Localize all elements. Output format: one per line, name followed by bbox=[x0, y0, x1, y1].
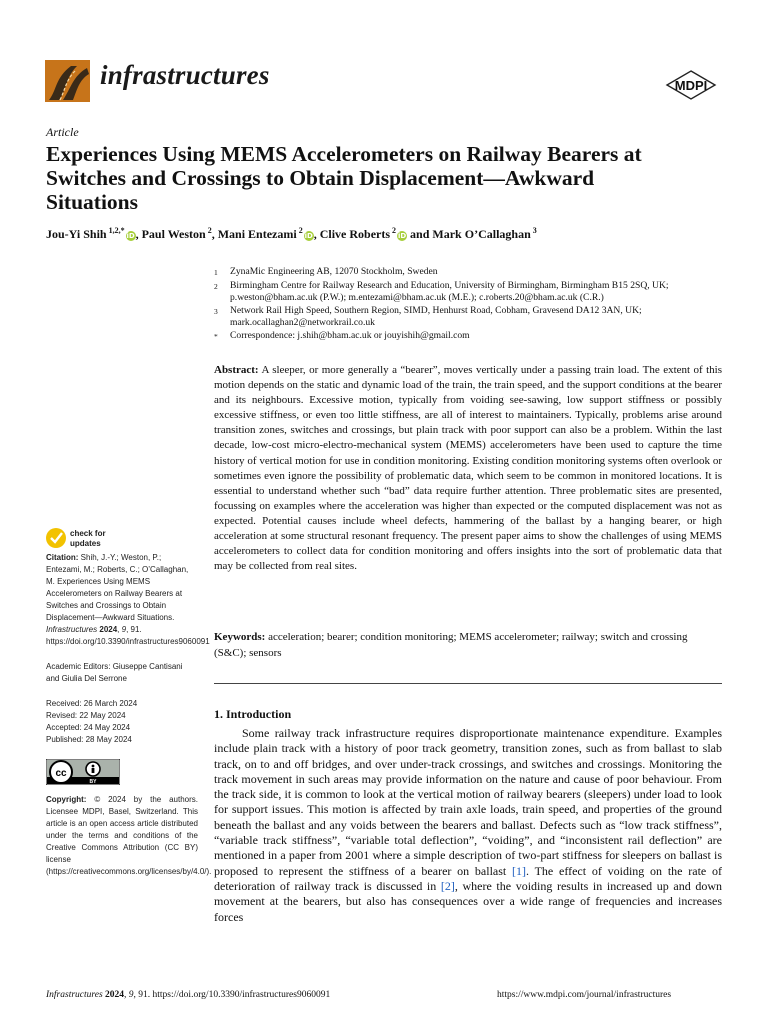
svg-text:cc: cc bbox=[55, 768, 67, 779]
affiliation-item bbox=[214, 266, 724, 280]
article-title: Experiences Using MEMS Accelerometers on Railway Bearers at Switches and Crossings to Obtain Displacement—Awkward Situations bbox=[46, 142, 642, 214]
section-heading: 1. Introduction bbox=[214, 707, 292, 721]
svg-text:check for: check for bbox=[70, 529, 106, 538]
affiliation-marker: * bbox=[214, 331, 218, 341]
keywords bbox=[214, 630, 722, 661]
publication-dates: Received: 26 March 2024 Revised: 22 May 2024 Accepted: 24 May 2024 Published: 28 May 2024 bbox=[46, 699, 138, 744]
svg-text:BY: BY bbox=[89, 779, 97, 785]
affiliation-item bbox=[214, 305, 724, 330]
author-affiliation-marker: 3 bbox=[530, 226, 537, 235]
author-affiliation-marker: 2 bbox=[205, 226, 212, 235]
svg-text:updates: updates bbox=[70, 539, 101, 548]
abstract bbox=[214, 363, 722, 574]
affiliation-item bbox=[214, 280, 724, 305]
affiliation-marker: 1 bbox=[214, 268, 218, 277]
sidebar bbox=[46, 552, 212, 891]
abstract-text: A sleeper, or more generally a “bearer”, moves vertically under a passing train load. The extent of this motion depends on the static and dynamic load of the train, the train speed, and the support conditions at the bearer and its neighbours. Excessive motion, typically from voiding see-sawing, low support stiffness or possibly excessive stiffness, or even too little stiffness, are all of interest to maintainers. Typically, problems arise around transition zones, switches and crossings, but plain track with poor support can also be a problem. Within the last decade, low-cost micro-electro-mechanical system (MEMS) accelerometers have been used to capture the time history of vertical motion for use in condition monitoring. Existing condition monitoring systems often overlook or sometimes even ignore the possibility of problematic data, which seem to be common in monitored locations. It is essential to understand whether such “bad” data require further attention. Three problematic sites are presented, focussing on examples where the acceleration was higher than expected or the computed displacement was not as expected. Potential causes include wheel defects, hammering of the ballast by a hanging bearer, or high acceleration at some structural resonant frequency. The present paper aims to show the challenges of using MEMS accelerometers to collect data for condition monitoring and offers insights into the sort of problematic data that may be collected from real sites. bbox=[214, 364, 722, 573]
introduction-paragraph: Some railway track infrastructure requires disproportionate maintenance expenditure. Examples include plain track with a history of poor track geometry, transition zones, such as from ballast to slab track, on to and off bridges, and over under-track crossings, and switches and crossings. Monitoring the track movement in such areas may provide information on the nature and cause of poor behaviour. From the track side, it is common to look at the vertical motion of railway bearers (sleepers) under load to look for support issues. This motion is affected by train axle loads, train speed, and properties of the ground beneath the ballast and any voids between the bearers and ballast. Defects such as “low track stiffness”, “variable track stiffness”, “variable total deflection”, “voiding”, and “inconsistent rail deflection” are mentioned in a paper from 2001 where a simple description of two-part stiffness for sleepers on ballast is proposed to represent the stiffness of a bearer on ballast [1]. The effect of voiding on the rate of deterioration of railway track is discussed in [2], where the voiding results in increased up and down movement at the bearers, but also has consequences over a wide range of frequencies and increases forces bbox=[214, 726, 722, 924]
academic-editors: Academic Editors: Giuseppe Cantisani and Giulia Del Serrone bbox=[46, 662, 183, 683]
journal-name: infrastructures bbox=[100, 60, 270, 90]
affiliation-text: Network Rail High Speed, Southern Region, SIMD, Henhurst Road, Cobham, Gravesend DA12 3AN, UK; mark.ocallaghan2@networkrail.co.uk bbox=[230, 304, 642, 328]
introduction-body bbox=[214, 726, 722, 925]
affiliation-text: ZynaMic Engineering AB, 12070 Stockholm, Sweden bbox=[230, 266, 438, 277]
cc-by-license-icon[interactable] bbox=[46, 759, 120, 785]
abstract-label: Abstract: bbox=[214, 364, 259, 376]
article-type: Article bbox=[46, 125, 79, 139]
author-name: Clive Roberts bbox=[319, 227, 391, 241]
orcid-icon[interactable]: iD bbox=[397, 232, 407, 240]
author-list: Jou-Yi Shih $^{1,2,*}$iD, Paul Weston $^2$, Mani Entezami $^2$iD, Clive Roberts $^2$iD and Mark O’Callaghan $^3$ bbox=[46, 226, 537, 241]
check-for-updates-icon[interactable] bbox=[46, 527, 126, 549]
author-name: Mark O’Callaghan bbox=[432, 227, 531, 241]
author-name: Mani Entezami bbox=[217, 227, 297, 241]
copyright-block: Copyright: © 2024 by the authors. Licensee MDPI, Basel, Switzerland. This article is an open access article distributed under the terms and conditions of the Creative Commons Attribution (CC BY) license (https://creativecommons.org/licenses/by/4.0/). bbox=[46, 795, 212, 876]
keywords-text: acceleration; bearer; condition monitoring; MEMS accelerometer; railway; switch and crossing (S&C); sensors bbox=[214, 631, 688, 659]
affiliation-text: Correspondence: j.shih@bham.ac.uk or jouyishih@gmail.com bbox=[230, 329, 470, 341]
author-affiliation-marker: 2 bbox=[296, 226, 303, 235]
author-name: Paul Weston bbox=[141, 227, 206, 241]
reference-link-1[interactable]: [1] bbox=[512, 863, 527, 878]
orcid-icon[interactable]: iD bbox=[126, 232, 135, 240]
citation-block: Citation: Shih, J.-Y.; Weston, P.; Entezami, M.; Roberts, C.; O’Callaghan, M. Experiences Using MEMS Accelerometers on Railway Bearers at Switches and Crossings to Obtain Displacement—Awkward Situations. Infrastructures 2024, 9, 91. https://doi.org/10.3390/infrastructures9060091 bbox=[46, 553, 210, 646]
author-affiliation-marker: 2 bbox=[390, 226, 397, 235]
journal-logo-icon bbox=[45, 60, 90, 102]
affiliation-text: Birmingham Centre for Railway Research and Education, University of Birmingham, Birmingham B15 2SQ, UK; p.weston@bham.ac.uk (P.W.); m.entezami@bham.ac.uk (M.E.); c.roberts.20@bham.ac.uk (C.R.) bbox=[230, 279, 669, 303]
affiliation-marker: 3 bbox=[214, 306, 218, 316]
footer-journal-url[interactable]: https://www.mdpi.com/journal/infrastructures bbox=[497, 990, 672, 1000]
mdpi-logo-icon bbox=[665, 70, 717, 100]
author-affiliation-marker: 1,2,* bbox=[106, 226, 125, 235]
svg-text:MDPI: MDPI bbox=[674, 78, 708, 93]
reference-link-2[interactable]: [2] bbox=[440, 878, 455, 893]
affiliation-item bbox=[214, 330, 724, 344]
author-name: Jou-Yi Shih bbox=[46, 227, 107, 241]
footer-citation: Infrastructures 2024, 9, 91. https://doi.org/10.3390/infrastructures9060091 bbox=[46, 990, 331, 1000]
orcid-icon[interactable]: iD bbox=[304, 232, 313, 240]
affiliation-marker: 2 bbox=[214, 281, 218, 291]
keywords-label: Keywords: bbox=[214, 631, 266, 643]
section-divider bbox=[214, 683, 722, 684]
affiliations bbox=[214, 266, 724, 343]
